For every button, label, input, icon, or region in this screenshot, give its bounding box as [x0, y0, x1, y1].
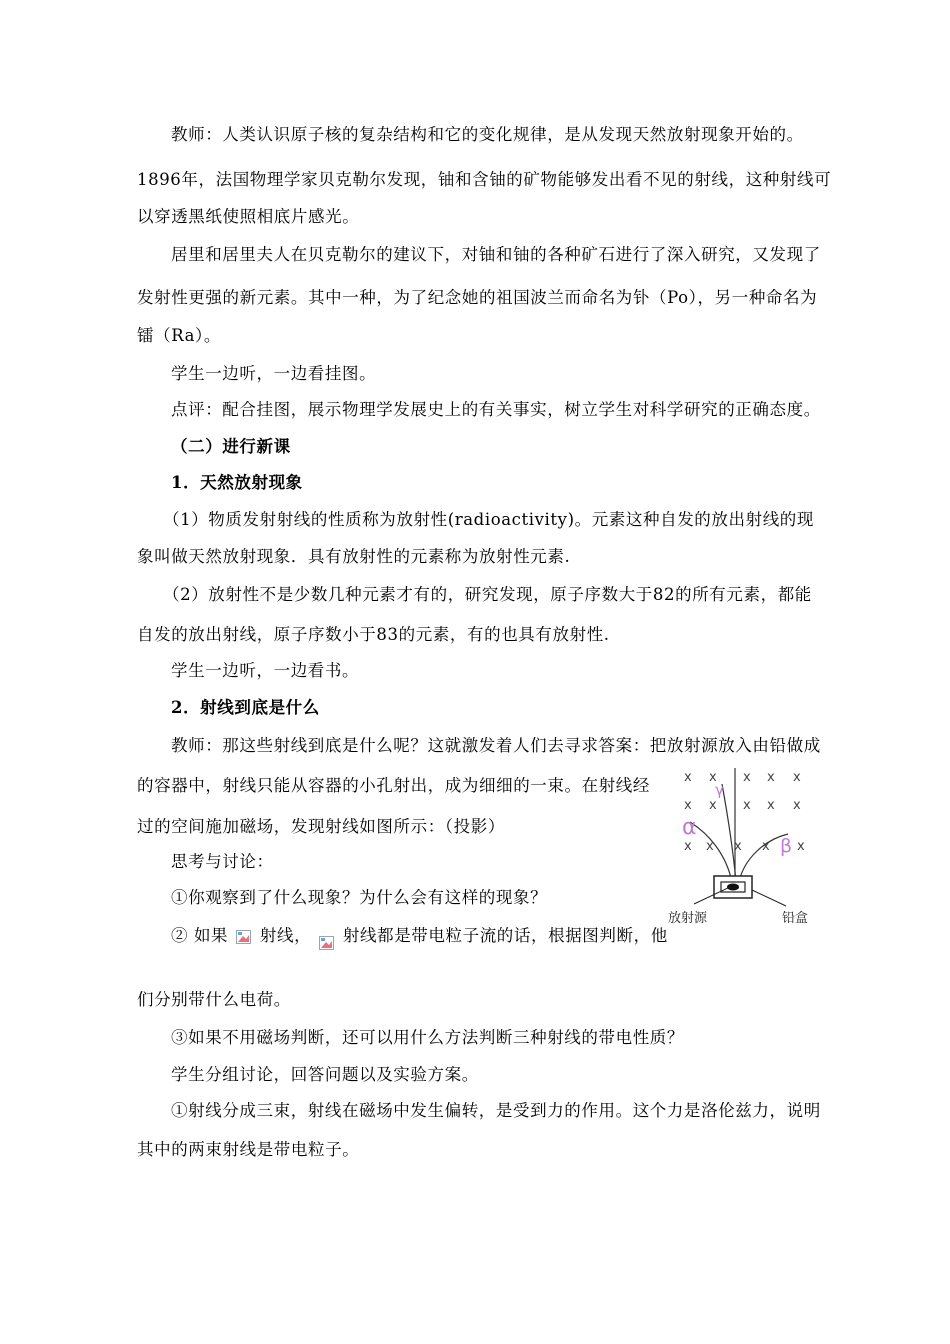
- field-cross: x: [734, 839, 742, 854]
- field-cross: x: [797, 839, 805, 854]
- field-cross: x: [743, 798, 751, 813]
- paragraph-line: ①你观察到了什么现象？为什么会有这样的现象？: [171, 888, 548, 907]
- paragraph-line: 1896年，法国物理学家贝克勒尔发现，铀和含铀的矿物能够发出看不见的射线，这种射线可: [137, 170, 832, 189]
- subsection-heading: 2．射线到底是什么: [171, 698, 320, 717]
- paragraph-line: ①射线分成三束，射线在磁场中发生偏转，是受到力的作用。这个力是洛伦兹力，说明: [171, 1101, 821, 1120]
- field-cross: x: [767, 798, 775, 813]
- paragraph-line: 居里和居里夫人在贝克勒尔的建议下，对铀和铀的各种矿石进行了深入研究，又发现了: [171, 245, 821, 264]
- field-cross: x: [684, 798, 692, 813]
- field-cross: x: [767, 770, 775, 785]
- section-heading: （二）进行新课: [171, 437, 291, 456]
- field-cross: x: [743, 770, 751, 785]
- field-cross: x: [793, 770, 801, 785]
- question-2-text: 射线，: [259, 926, 312, 945]
- paragraph-line: （2）放射性不是少数几种元素才有的，研究发现，原子序数大于82的所有元素，都能: [163, 585, 812, 604]
- question-2-text: 射线都是带电粒子流的话，根据图判断，他: [342, 926, 668, 945]
- field-cross: x: [706, 839, 714, 854]
- paragraph-line: 发射性更强的新元素。其中一种，为了纪念她的祖国波兰而命名为钋（Po），另一种命名为: [137, 288, 818, 307]
- paragraph-line: 们分别带什么电荷。: [137, 990, 291, 1009]
- paragraph-line: 过的空间施加磁场，发现射线如图所示：（投影）: [137, 817, 505, 836]
- paragraph-line: ③如果不用磁场判断，还可以用什么方法判断三种射线的带电性质？: [171, 1028, 684, 1047]
- gamma-label: γ: [715, 781, 724, 799]
- paragraph-line: 点评：配合挂图，展示物理学发展史上的有关事实，树立学生对科学研究的正确态度。: [171, 400, 821, 419]
- paragraph-line: 思考与讨论：: [171, 852, 274, 871]
- field-cross: x: [684, 770, 692, 785]
- broken-image-icon: [319, 933, 335, 951]
- paragraph-line: 学生一边听，一边看挂图。: [171, 364, 377, 383]
- radiation-source: [727, 884, 739, 891]
- question-2-text: ② 如果: [171, 926, 229, 945]
- field-cross: x: [793, 798, 801, 813]
- broken-image-icon: [236, 927, 252, 945]
- paragraph-line: 学生分组讨论，回答问题以及实验方案。: [171, 1065, 479, 1084]
- paragraph-line: 自发的放出射线，原子序数小于83的元素，有的也具有放射性.: [137, 625, 610, 644]
- beta-label: β: [780, 835, 793, 857]
- field-cross: x: [762, 839, 770, 854]
- paragraph-line: 的容器中，射线只能从容器的小孔射出，成为细细的一束。在射线经: [137, 776, 650, 795]
- paragraph-line: 镭（Ra）。: [137, 326, 221, 345]
- gamma-ray-path: [722, 784, 736, 882]
- paragraph-line: 象叫做天然放射现象．具有放射性的元素称为放射性元素.: [137, 547, 571, 566]
- paragraph-line: 学生一边听，一边看书。: [171, 661, 360, 680]
- field-cross: x: [684, 839, 692, 854]
- paragraph-line: 以穿透黑纸使照相底片感光。: [137, 207, 360, 226]
- paragraph-line: 教师：那这些射线到底是什么呢？这就激发着人们去寻求答案：把放射源放入由铅做成: [171, 736, 821, 755]
- source-label: 放射源: [668, 911, 708, 926]
- radiation-deflection-figure: [664, 764, 824, 934]
- paragraph-line: （1）物质发射射线的性质称为放射性(radioactivity)。元素这种自发的放出射线的现: [163, 510, 815, 529]
- field-cross: x: [709, 798, 717, 813]
- question-2-line: [171, 925, 668, 951]
- paragraph-line: 其中的两束射线是带电粒子。: [137, 1140, 360, 1159]
- field-cross: x: [709, 770, 717, 785]
- paragraph-line: 教师：人类认识原子核的复杂结构和它的变化规律，是从发现天然放射现象开始的。: [171, 125, 804, 144]
- box-leader-line: [752, 890, 786, 906]
- subsection-heading: 1．天然放射现象: [171, 473, 303, 492]
- lead-box-label: 铅盒: [782, 911, 809, 926]
- alpha-label: α: [682, 815, 697, 840]
